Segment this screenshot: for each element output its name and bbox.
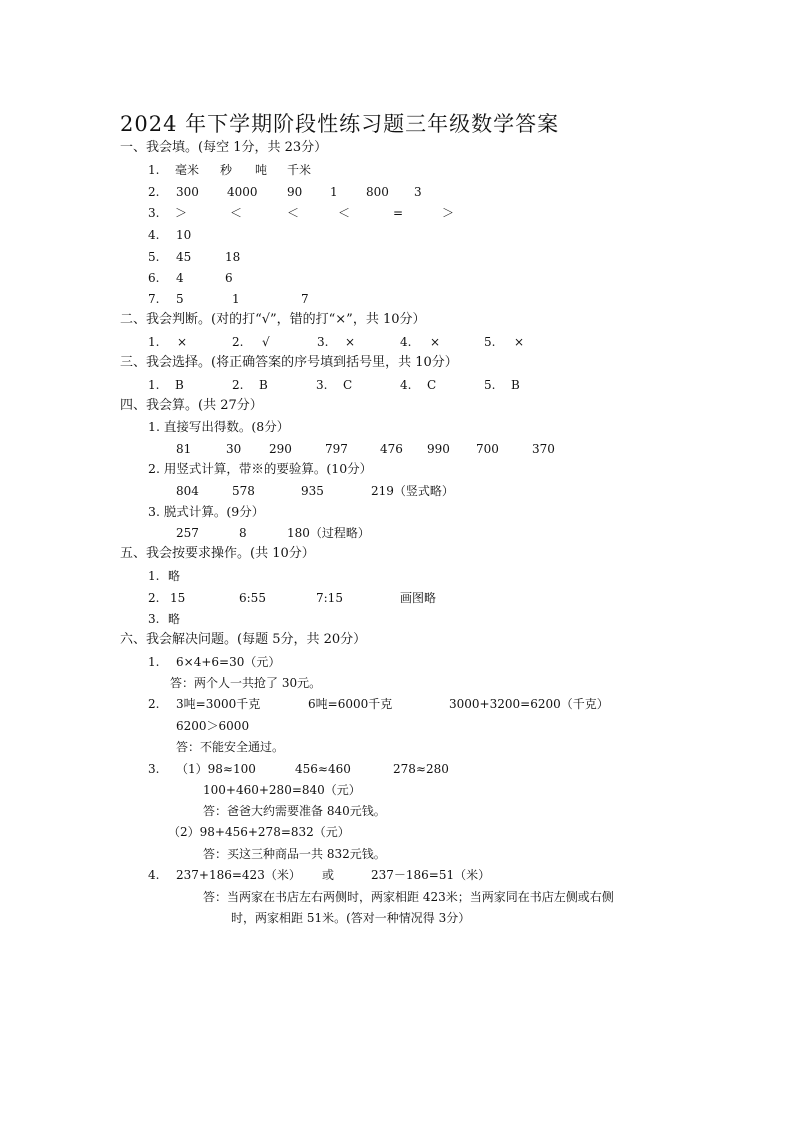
answer: 476: [380, 442, 403, 456]
item-number: 3.: [317, 335, 329, 349]
answer: 797: [325, 442, 348, 456]
answer: 935: [301, 484, 324, 498]
problem-4-number: 4.: [148, 868, 160, 882]
problem-3-estimate: 278≈280: [393, 762, 449, 776]
answer: 略: [168, 569, 181, 583]
answer: ×: [430, 335, 441, 349]
answer: 15: [170, 591, 186, 605]
section-6-heading: 六、我会解决问题。(每题 5分，共 20分）: [120, 632, 367, 647]
answer: ×: [345, 335, 356, 349]
problem-4-answer-1: 答：当两家在书店左右两侧时，两家相距 423米；当两家同在书店左侧或右侧: [203, 890, 614, 904]
answer: ＞: [175, 206, 188, 220]
item-number: 2.: [232, 335, 244, 349]
answer: 千米: [287, 163, 312, 177]
answer: 700: [476, 442, 499, 456]
section-3-heading: 三、我会选择。(将正确答案的序号填到括号里，共 10分）: [120, 355, 458, 370]
answer: 5: [176, 292, 184, 306]
item-number: 4.: [400, 335, 412, 349]
item-number: 4.: [148, 228, 160, 242]
answer: 30: [226, 442, 242, 456]
section-1-heading: 一、我会填。(每空 1分，共 23分）: [120, 140, 328, 155]
item-number: 5.: [484, 378, 496, 392]
answer: B: [259, 378, 268, 392]
answer: 毫米: [175, 163, 200, 177]
answer: B: [175, 378, 184, 392]
answer: ＞: [442, 206, 455, 220]
problem-1-calc: 6×4+6=30（元）: [176, 655, 281, 669]
answer: ＜: [287, 206, 300, 220]
item-number: 2.: [148, 591, 160, 605]
problem-4-or: 或: [322, 868, 335, 882]
answer: 45: [176, 250, 192, 264]
answer: 1: [330, 185, 338, 199]
answer: 吨: [255, 163, 268, 177]
problem-3-part-2: （2）98+456+278=832（元）: [168, 825, 350, 839]
answer: 7: [301, 292, 309, 306]
answer: 秒: [220, 163, 233, 177]
answer: 81: [176, 442, 192, 456]
answer: 7:15: [316, 591, 343, 605]
section-4-heading: 四、我会算。(共 27分）: [120, 398, 263, 413]
problem-2-calc: 3吨=3000千克: [176, 697, 261, 711]
item-number: 7.: [148, 292, 160, 306]
problem-1-number: 1.: [148, 655, 160, 669]
answer: ＜: [338, 206, 351, 220]
answer: 990: [427, 442, 450, 456]
answer: 画图略: [400, 591, 437, 605]
answer: 257: [176, 526, 199, 540]
answer: 300: [176, 185, 199, 199]
problem-3-answer-1: 答：爸爸大约需要准备 840元钱。: [203, 804, 386, 818]
item-number: 2.: [232, 378, 244, 392]
answer: 略: [168, 612, 181, 626]
section-5-heading: 五、我会按要求操作。(共 10分）: [120, 546, 315, 561]
item-number: 5.: [148, 250, 160, 264]
problem-4-answer-2: 时，两家相距 51米。(答对一种情况得 3分）: [231, 911, 471, 925]
answer: 90: [287, 185, 303, 199]
s4-question-2: 2. 用竖式计算，带※的要验算。(10分）: [148, 461, 373, 476]
answer: 8: [239, 526, 247, 540]
answer: 6: [225, 271, 233, 285]
answer: 180（过程略）: [287, 526, 370, 540]
item-number: 3.: [148, 612, 160, 626]
problem-3-number: 3.: [148, 762, 160, 776]
answer: 4: [176, 271, 184, 285]
answer: 578: [232, 484, 255, 498]
problem-2-calc: 6吨=6000千克: [308, 697, 393, 711]
problem-3-estimate: （1）98≈100: [176, 762, 256, 776]
answer: 18: [225, 250, 241, 264]
answer: C: [343, 378, 353, 392]
problem-4-calc: 237+186=423（米）: [176, 868, 301, 882]
answer: 370: [532, 442, 555, 456]
problem-2-calc: 3000+3200=6200（千克）: [449, 697, 609, 711]
s4-question-1: 1. 直接写出得数。(8分）: [148, 419, 290, 434]
document-title: 2024 年下学期阶段性练习题三年级数学答案: [120, 112, 560, 136]
answer: 4000: [227, 185, 258, 199]
answer: ×: [177, 335, 188, 349]
item-number: 5.: [484, 335, 496, 349]
problem-3-sum: 100+460+280=840（元）: [203, 783, 361, 797]
s4-question-3: 3. 脱式计算。(9分）: [148, 504, 265, 519]
item-number: 6.: [148, 271, 160, 285]
item-number: 2.: [148, 185, 160, 199]
answer: ×: [514, 335, 525, 349]
answer: 219（竖式略）: [371, 484, 454, 498]
problem-2-compare: 6200＞6000: [176, 719, 250, 733]
section-2-heading: 二、我会判断。(对的打“√”，错的打“×”，共 10分）: [120, 312, 426, 327]
problem-1-answer: 答：两个人一共抢了 30元。: [170, 676, 322, 690]
answer: B: [511, 378, 520, 392]
answer: 10: [176, 228, 192, 242]
answer: =: [393, 206, 404, 220]
problem-4-calc: 237－186=51（米）: [371, 868, 491, 882]
answer: 800: [366, 185, 389, 199]
answer: ＜: [230, 206, 243, 220]
answer: 6:55: [239, 591, 266, 605]
item-number: 1.: [148, 569, 160, 583]
item-number: 3.: [148, 206, 160, 220]
answer: 804: [176, 484, 199, 498]
answer: 3: [414, 185, 422, 199]
answer: 290: [269, 442, 292, 456]
problem-3-estimate: 456≈460: [295, 762, 351, 776]
item-number: 1.: [148, 335, 160, 349]
item-number: 1.: [148, 378, 160, 392]
item-number: 3.: [316, 378, 328, 392]
problem-2-number: 2.: [148, 697, 160, 711]
problem-3-answer-2: 答：买这三种商品一共 832元钱。: [203, 847, 386, 861]
item-number: 4.: [400, 378, 412, 392]
problem-2-answer: 答：不能安全通过。: [176, 740, 285, 754]
item-number: 1.: [148, 163, 160, 177]
answer: √: [262, 335, 270, 349]
answer: C: [427, 378, 437, 392]
answer: 1: [232, 292, 240, 306]
